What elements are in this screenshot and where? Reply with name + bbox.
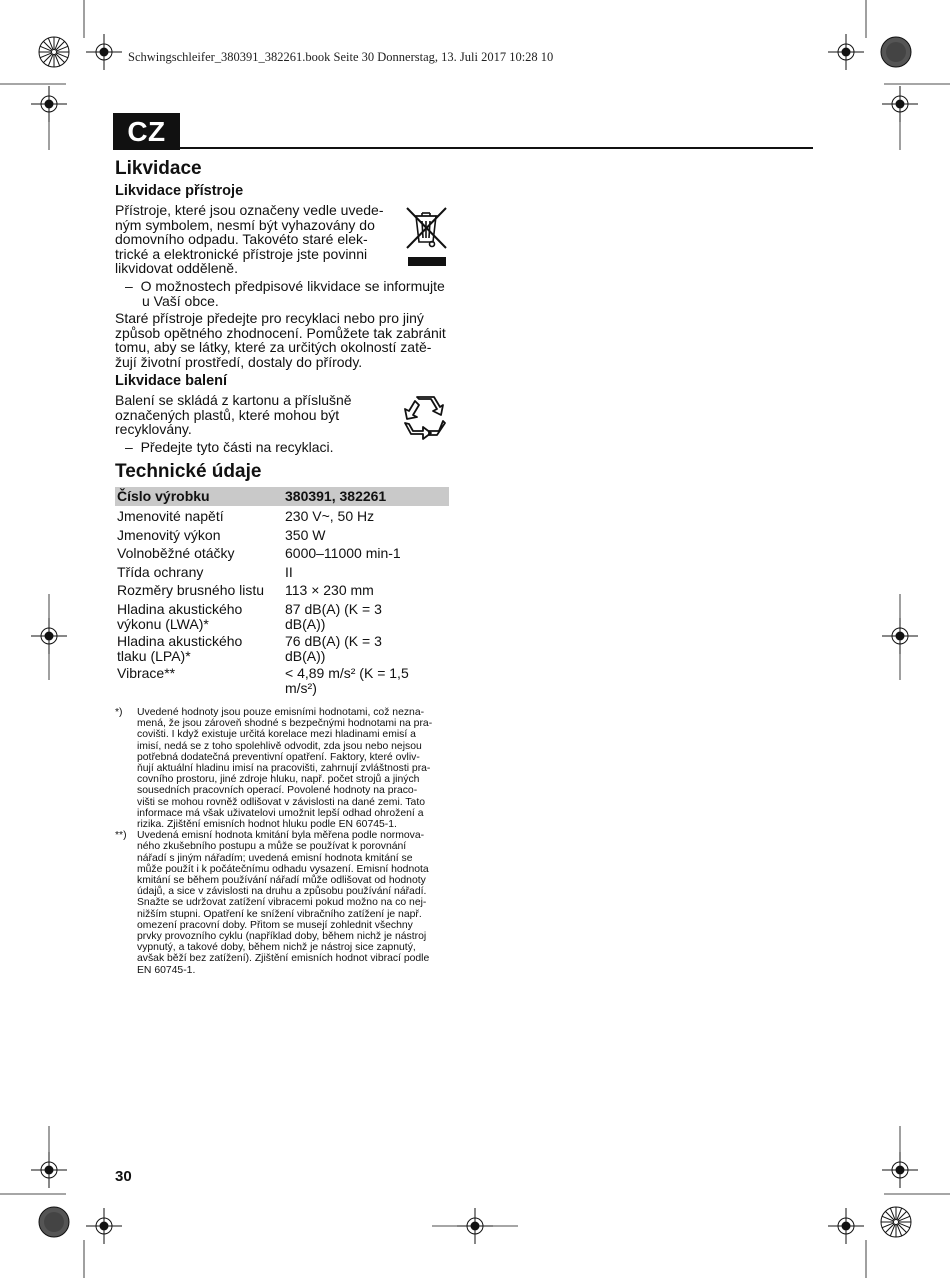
registration-crosshair-icon xyxy=(457,1208,493,1244)
registration-crosshair-icon xyxy=(86,34,122,70)
spec-value: 113 × 230 mm xyxy=(285,582,374,599)
registration-starburst-icon xyxy=(881,1207,911,1237)
page-number: 30 xyxy=(115,1168,132,1185)
registration-crosshair-icon xyxy=(31,618,67,654)
registration-crosshair-icon xyxy=(882,1152,918,1188)
registration-crosshair-icon xyxy=(31,1152,67,1188)
registration-starburst-icon xyxy=(39,37,69,67)
specs-title: Technické údaje xyxy=(115,461,262,482)
registration-crosshair-icon xyxy=(828,34,864,70)
recycling-paragraph: Staré přístroje předejte pro recyklaci nebo pro jiný způsob opětného zhodnocení. Pomůžete tak zabránit tomu, aby se látky, které za určitých okolností zatě- žují životní prostředí, dostaly do přírody. xyxy=(115,310,446,370)
device-disposal-bullet: – O možnostech předpisové likvidace se informujte u Vaší obce. xyxy=(125,278,445,309)
specs-header-label: Číslo výrobku xyxy=(115,487,283,506)
device-disposal-text: Přístroje, které jsou označeny vedle uvede- ným symbolem, nesmí být vyhazovány do domovního odpadu. Takovéto staré elek- trické a elektronické přístroje jste povinni likvidovat odděleně. xyxy=(115,202,384,277)
print-header-file-info: Schwingschleifer_380391_382261.book Seite 30 Donnerstag, 13. Juli 2017 10:28 10 xyxy=(128,50,554,64)
spec-value: 76 dB(A) (K = 3 dB(A)) xyxy=(285,633,382,664)
spec-label: Hladina akustického výkonu (LWA)* xyxy=(117,600,243,632)
device-disposal-heading: Likvidace přístroje xyxy=(115,183,244,199)
footnote-mark: *) xyxy=(115,707,123,718)
spec-value: II xyxy=(285,563,293,580)
registration-crosshair-icon xyxy=(31,86,67,122)
registration-disc-icon xyxy=(39,1207,69,1237)
registration-crosshair-icon xyxy=(882,86,918,122)
language-tag: CZ xyxy=(113,113,180,150)
spec-label: Rozměry brusného listu xyxy=(117,582,265,599)
specs-header-value: 380391, 382261 xyxy=(283,487,449,506)
spec-value: 87 dB(A) (K = 3 dB(A)) xyxy=(285,600,382,632)
spec-label: Jmenovité napětí xyxy=(117,508,224,524)
registration-crosshair-icon xyxy=(828,1208,864,1244)
footnote-mark: **) xyxy=(115,830,127,842)
footnote-vibration: **) Uvedená emisní hodnota kmitání byla měřena podle normova- ného zkušebního postupu a může se používat k porovnání nářadí s jiným nářadím; uvedená emisní hodnota kmitání se může použít i k počátečnímu odhadu vysazení. Emisní hodnota kmitání se během používání nářadí může odlišovat od hodnoty údajů, a sice v závislosti na druhu a způsobu používání nářadí. Snažte se udržovat zatížení vibracemi pokud možno na co nej- nižším stupni. Opatření ke snížení vibračního zatížení je např. omezení pracovní doby. Přitom se musejí zohlednit všechny prvky provozního cyklu (například doby, během nichž je nástroj vypnutý, a takové doby, během nichž je nástroj sice zapnutý, avšak běží bez zatížení). Zjištění emisních hodnot vibrací podle EN 60745-1. xyxy=(115,830,430,976)
disposal-title: Likvidace xyxy=(115,158,202,179)
footnote-noise: *) Uvedené hodnoty jsou pouze emisními hodnotami, což nezna- mená, že jsou zároveň shodné s bezpečnými hodnotami na pra- covišti. I když existuje určitá korelace mezi hladinami emisí a imisí, nedá se z toho spolehlivě odvodit, zda jsou nebo nejsou potřebná dodatečná preventivní opatření. Faktory, které ovliv- ňují aktuální hladinu imisí na pracovišti, zahrnují zvláštnosti pra- covního prostoru, jiné zdroje hluku, např. počet strojů a jiných sousedních pracovních operací. Povolené hodnoty na praco- višti se mohou rovněž odlišovat v závislosti na dané zemi. Tato informace má však uživatelovi umožnit lepší odhad ohrožení a rizika. Zjištění emisních hodnot hluku podle EN 60745-1. xyxy=(115,707,433,831)
spec-value: 230 V~, 50 Hz xyxy=(285,508,375,524)
spec-value: < 4,89 m/s² (K = 1,5 m/s²) xyxy=(285,665,409,696)
spec-label: Hladina akustického tlaku (LPA)* xyxy=(117,633,243,664)
spec-label: Třída ochrany xyxy=(117,563,204,580)
packaging-disposal-text: Balení se skládá z kartonu a příslušně označených plastů, které mohou být recyklovány. xyxy=(115,392,352,438)
packaging-disposal-heading: Likvidace balení xyxy=(115,373,228,389)
spec-label: Jmenovitý výkon xyxy=(117,526,221,543)
registration-crosshair-icon xyxy=(86,1208,122,1244)
spec-label: Volnoběžné otáčky xyxy=(117,545,235,562)
spec-value: 6000–11000 min-1 xyxy=(285,545,401,562)
spec-label: Vibrace** xyxy=(117,665,176,682)
registration-crosshair-icon xyxy=(882,618,918,654)
packaging-disposal-bullet: – Předejte tyto části na recyklaci. xyxy=(125,439,334,455)
registration-disc-icon xyxy=(881,37,911,67)
spec-value: 350 W xyxy=(285,526,326,543)
